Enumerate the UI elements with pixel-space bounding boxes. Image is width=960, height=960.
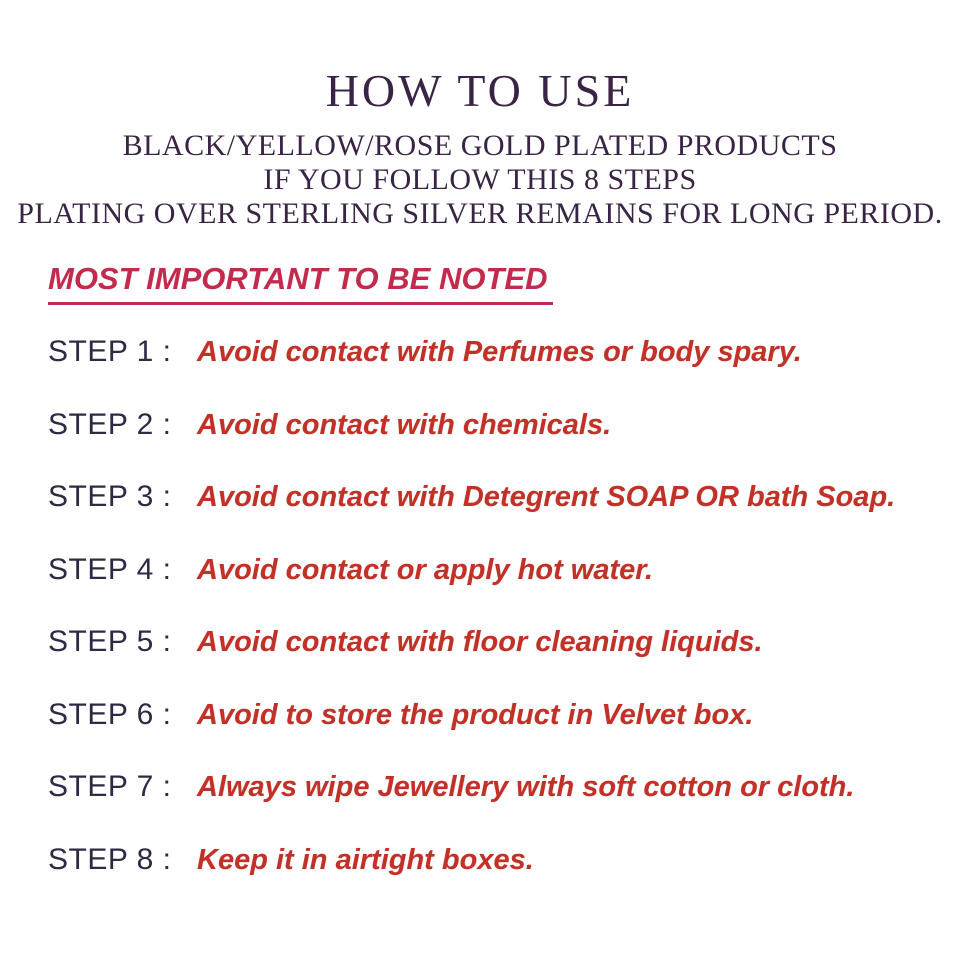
step-label-3: STEP 3 :: [48, 480, 172, 513]
step-row-3: [48, 479, 940, 552]
step-row-4: [48, 552, 940, 625]
step-label-6: STEP 6 :: [48, 697, 172, 731]
step-row-6: [48, 697, 940, 770]
step-text-6: Avoid to store the product in Velvet box.: [197, 698, 754, 731]
step-text-2: Avoid contact with chemicals.: [197, 408, 612, 441]
step-label-1: STEP 1 :: [48, 335, 172, 368]
step-label-4: STEP 4 :: [48, 552, 172, 586]
step-row-7: [48, 769, 940, 842]
page-title: HOW TO USE: [325, 65, 635, 116]
steps-list: [48, 334, 940, 914]
step-text-8: Keep it in airtight boxes.: [197, 843, 534, 876]
step-row-2: [48, 407, 940, 480]
step-text-7: Always wipe Jewellery with soft cotton or cloth.: [197, 771, 855, 803]
subtitle-block: [0, 129, 960, 231]
subtitle-line-products: BLACK/YELLOW/ROSE GOLD PLATED PRODUCTS: [122, 129, 838, 162]
step-row-5: [48, 624, 940, 697]
step-label-7: STEP 7 :: [48, 770, 172, 803]
step-label-5: STEP 5 :: [48, 625, 172, 658]
step-text-3: Avoid contact with Detegrent SOAP OR bath Soap.: [197, 481, 896, 513]
step-row-8: [48, 842, 940, 915]
step-text-1: Avoid contact with Perfumes or body spary.: [197, 336, 802, 368]
subtitle-line-plating-period: PLATING OVER STERLING SILVER REMAINS FOR LONG PERIOD.: [17, 197, 943, 230]
step-row-1: [48, 334, 940, 407]
step-text-4: Avoid contact or apply hot water.: [197, 553, 654, 586]
step-text-5: Avoid contact with floor cleaning liquids.: [197, 626, 763, 658]
step-label-2: STEP 2 :: [48, 407, 172, 441]
notice-heading: MOST IMPORTANT TO BE NOTED: [48, 261, 553, 305]
step-label-8: STEP 8 :: [48, 842, 172, 876]
subtitle-line-follow-steps: IF YOU FOLLOW THIS 8 STEPS: [263, 163, 697, 196]
